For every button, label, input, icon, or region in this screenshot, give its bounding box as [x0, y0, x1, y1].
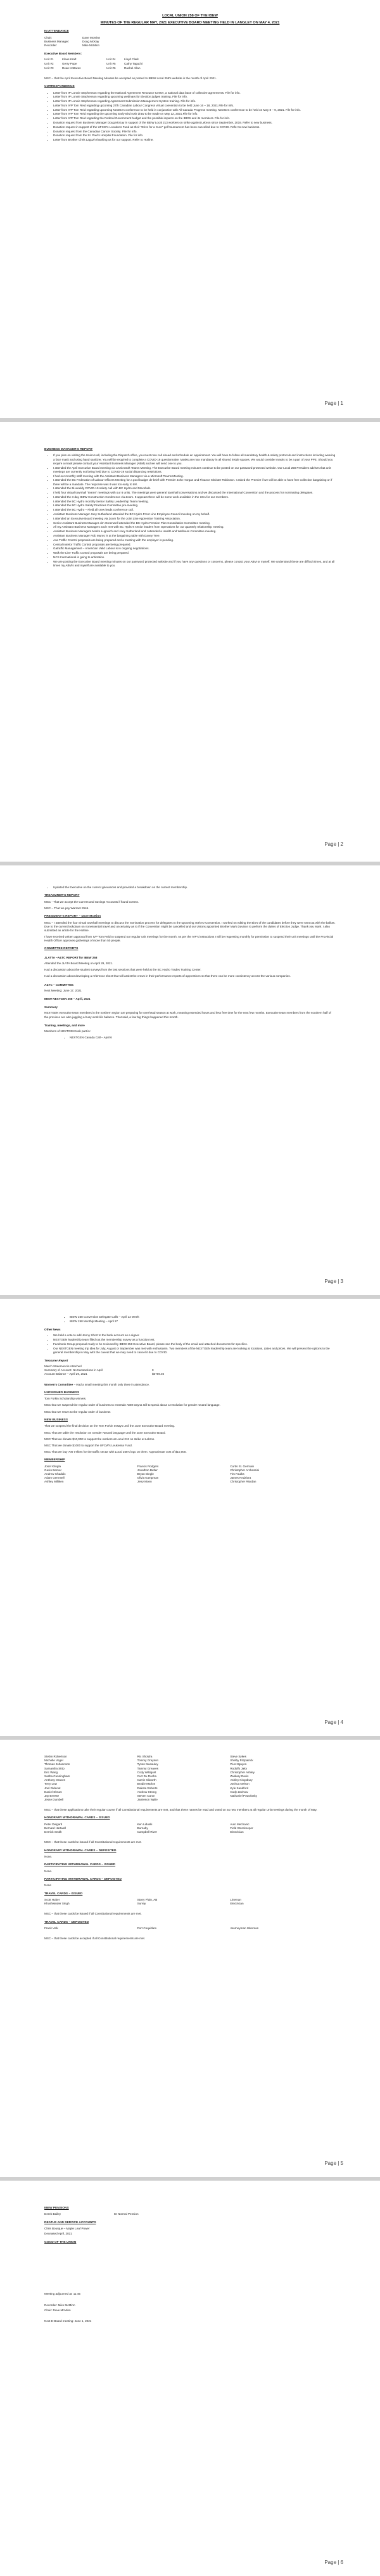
board-members-grid: Unit #1 Klaus Kraft Unit #4 Lloyd Clark Unit #2 Gerry Pope Unit #5 Cathy Taguchi Unit #3 Dean Kottaras Unit #6 Rachel Allan: [44, 58, 143, 70]
membership-heading: MEMBERSHIP: [44, 1458, 65, 1462]
treasurer-report-heading: Treasurer Report: [44, 1358, 68, 1362]
page-number: Page | 2: [324, 841, 343, 847]
page-1: [0, 0, 380, 418]
jlatta-para-3: Had a discussion about developing a reference sheet that will assist the crews in their performance reports of apprentices so that there can be more consistency across the various companies.: [44, 974, 291, 978]
page-2: [0, 422, 380, 862]
atc-heading: A&TC – COMMITTEE:: [44, 983, 74, 986]
minutes-title: MINUTES OF THE REGULAR MAY, 2021 EXECUTIVE BOARD MEETING HELD IN LANGLEY ON MAY 4, 2021: [100, 20, 280, 25]
part-issued-heading: PARTICIPATING WITHDRAWAL CARDS – ISSUED: [44, 1863, 116, 1867]
travel-dep-heading: TRAVEL CARDS – DEPOSITED: [44, 1920, 89, 1924]
travel-issued-heading: TRAVEL CARDS – ISSUED: [44, 1892, 83, 1896]
meeting-adjourned: Meeting adjourned at: 11:45: [44, 2292, 80, 2295]
list-item: • I attended the BC Hydro – Field all crew leads conference call.: [53, 508, 336, 512]
jlatta-para-1: Attended the JLATA Board Meeting on April 29, 2021.: [44, 962, 113, 966]
list-item: • NEXTGEN leadership team filled out the membership survey as a function test.: [53, 1338, 336, 1342]
list-item: • Central Interior Traffic Control proposals are being prepared.: [53, 543, 336, 547]
list-item: • Walk the Line Traffic Control proposals are being prepared.: [53, 551, 336, 555]
list-item: • All my Assistant Business Managers and I met with BC Hydro's senior leaders from Operations for our quarterly relationship meeting.: [53, 525, 336, 529]
list-item: • I attended the 3-day IBEW Construction Conference via Zoom. It appears there will be some work available in the USA for our members.: [53, 495, 336, 499]
list-item: • Letter from IP Lonnie Stephenson regarding upcoming webinars for Election judges training. File for info.: [53, 95, 336, 99]
hon-withdrawal-dep-heading: HONORARY WITHDRAWAL CARDS – DEPOSITED: [44, 1849, 117, 1852]
pensions-grid: Derek Bailey ID Normal Pension: [44, 2212, 139, 2216]
training-heading: Training, meetings, and more: [44, 1023, 85, 1027]
womens-committee: Women's Committee – Had a small meeting this month only three in attendance.: [44, 1382, 150, 1386]
other-news-list: [44, 1334, 336, 1355]
next-meeting: Next E-Board meeting: June 1, 2021: [44, 2319, 92, 2323]
travel-issued-grid: Scott Huber Stony Plain, AB Lineman Khushwinder Singh Surrey Electrician: [44, 1898, 244, 1906]
deaths-heading: DEATHS AND SERVICE ACCOUNTS: [44, 2221, 96, 2224]
pensions-heading: IBEW PENSIONS: [44, 2207, 69, 2210]
deaths-line-1: Chris Bourque – Maple Leaf Power: [44, 2227, 90, 2231]
membership-msc: MSC – that these applications take their regular course if all Constitutional requirements are met, and that these names be read and voted on as new members at all regular Unit meetings during the month of May.: [44, 1808, 317, 1812]
training-list: [44, 1036, 336, 1040]
new-business-5: MSC That we buy 700 t-shirts for the traffic sector with Local 258's logo on them. Approximate cost of $10,000.: [44, 1450, 187, 1454]
treasurer-lines: March Statement is Attached Summary of Account: No transactions in April 0 Account Balance – April 29, 2021 $5769.04: [44, 1365, 165, 1376]
new-business-heading: NEW BUSINESS: [44, 1418, 68, 1422]
list-item: • Letter from IP Lonnie Stephenson regarding Agreement Submission Management System training. File for info.: [53, 99, 336, 103]
travel-dep-msc: MSC – that these cards be accepted if all Constitutional requirements are met.: [44, 1937, 146, 1941]
list-item: • Letter from IP Lonnie Stephenson regarding the National Agreement Resource Center, a national data base of collective agreements. File for info.: [53, 91, 336, 95]
list-item: • Our NEXTGEN meeting trip idea for July, August or September was met with enthusiasm. Two members of the NEXTGEN leadership team are looking at locations, dates and prices. We will present the options to the general membership in May with the caveat that we may need to cancel it due to COVID.: [53, 1347, 336, 1355]
jlatta-heading: JLATTA –A&TC REPORT for IBEW 258: [44, 955, 98, 959]
list-item: • Assistant Business Managers Marko Lugovich and Joey Sutherland and I attended a Health and Wellness Committee meeting.: [53, 530, 336, 533]
list-item: • We held a vote to add Jenny Short to the bank account as a signer.: [53, 1334, 336, 1337]
list-item: • Letter from Brother Chris Laguzh thanking us for our support. Refer to Hotline.: [53, 138, 336, 142]
treasurer-heading: TREASURER'S REPORT: [44, 894, 80, 898]
president-heading: PRESIDENT'S REPORT – Dave McMinn: [44, 915, 101, 919]
recorder-line: Recorder: Mike McMinn: [44, 2304, 75, 2307]
unfinished-heading: UNFINISHED BUSINESS: [44, 1391, 80, 1394]
list-item: • Letter from IVP Tom Reid regarding the upcoming Early Bird rush draw to be made on May 12, 2021.File for info.: [53, 112, 336, 116]
list-item: • Donation request from the Canadian Cancer Society. File for info.: [53, 130, 336, 134]
unfinished-msc: MSC that we suspend the regular order of business to entertain ABM Dayna Gill to speak about a resolution for gender neutral language.: [44, 1403, 220, 1407]
treasurer-msc-1: MSC - That we accept the Current and Savings Accounts if found correct.: [44, 900, 139, 903]
business-manager-heading: BUSINESS MANAGER'S REPORT: [44, 448, 93, 451]
list-item: • I attended the BC Federation of Labour Officers Meeting for a pool budget de-brief with Premier John Horgan and Finance Minister Robinson. I asked the Premier if we will be able to have free collective bargaining or if there will be a mandate. The response was it was too early to tell.: [53, 478, 336, 486]
board-heading: Executive Board Members:: [44, 52, 82, 56]
business-manager-list: [44, 454, 336, 568]
travel-dep-grid: Frank Volk Port Coquitlam Journeyman Wireman: [44, 1927, 259, 1930]
hon-withdrawal-grid: Peter Delgard Ken Liduski Auto Mechanic Bernard Hartwell Burnaby Field Storekeeper Derrick Smith Campbell River Electrician: [44, 1822, 253, 1834]
list-item: • IBEW 258 Monthly Meeting – April 27: [70, 1320, 336, 1323]
list-item: • Asa Traffic Control proposals are being prepared and a meeting with the employer is pending.: [53, 539, 336, 542]
page-4: [0, 1299, 380, 1736]
summary-text: NEXTGEN executive team members in the northern region are preparing for overhead season at work, meaning extended hours and less free time for the next few months. Executive team members from the southern half of the province are also juggling a busy work-life balance. That said, a few big things happened this month.: [44, 1011, 331, 1019]
hon-withdrawal-heading: HONORARY WITHDRAWAL CARDS – ISSUED: [44, 1816, 110, 1820]
hon-withdrawal-msc: MSC – that these cards be issued if all Constitutional requirements are met.: [44, 1840, 142, 1844]
correspondence-list: [44, 91, 336, 143]
new-business-1: That we suspend the final decision on the Tom Forkin essays until the June Executive Board meeting.: [44, 1424, 175, 1428]
list-item: • I attended the BC Hydro monthly Senior Safety Leadership Team meeting.: [53, 500, 336, 504]
list-item: • Gatraffic Management – Americian Valid Labour is in ongoing negotiations.: [53, 547, 336, 551]
list-item: • Senior Assistant Business Manager Jim Greenwell attended the BC Hydro Pension Plan Consultative Committee meeting.: [53, 521, 336, 525]
new-business-3: MSC That we donate $10,000 to support the workers at Local 213 on strike at Lebron.: [44, 1437, 155, 1441]
list-item: • I attended the Bi-weekly COVID-19 safety call with BC Hydro and Movehub.: [53, 487, 336, 490]
training-intro: Members of NEXTGEN took part in:: [44, 1029, 91, 1033]
list-item: • Donation request in support of the UFCW's Locations Fund as their "Drive for a Cure" golf tournament has been cancelled due to COVID. Refer to new business.: [53, 125, 336, 129]
list-item: • Letter from IVP Tom Reid regarding upcoming 27th Canadian Labour Congress virtual convention to be held June 16 – 18, 2021.File for info.: [53, 104, 336, 108]
deaths-line-2: Deceased April, 2021: [44, 2232, 72, 2236]
treasurer-msc-2: MSC – That we pay Warrant #646.: [44, 906, 89, 910]
good-of-union-heading: GOOD OF THE UNION: [44, 2240, 77, 2244]
part-issued: None.: [44, 1869, 53, 1873]
jlatta-para-2: Had a discussion about the student surveys from the last sessions that were held at the BC Hydro Trades Training Center.: [44, 968, 201, 972]
list-item: • Assistant Business Manager Joey Sutherland attended the BC Hydro Front Line Employee Council meeting on my behalf.: [53, 513, 336, 516]
list-item: • IBEW 258 Convention Delegate Calls – April 12 Week: [70, 1315, 336, 1319]
new-business-4: MSC That we donate $1000 to support the UFCW's Leukemia Fund.: [44, 1443, 132, 1447]
president-para-1: MSC – I attended the four virtual townhall meetings to discuss the nomination process for delegates to the upcoming 40th IO Convention. I worked on editing the Bio's of the candidates before they were sent out with the ballots. Due to the current lockdown on nonessential travel and uncertainty as to if the Convention might be cancelled and our Unions appointed Brother Mark Davison to perform the duties of Election Judge. Thank you Mark. I also submitted an article for the Hotline.: [44, 921, 336, 932]
unfinished-text: Tom Forkin Scholarship winners.: [44, 1397, 87, 1401]
list-item: • I had our monthly staff meeting with the Assistant Business Managers via a Microsoft Teams Meeting.: [53, 475, 336, 478]
unfinished-msc-2: MSC that we return to the regular order of business: [44, 1410, 111, 1413]
list-item: • If you plan on visiting the Union Hall, including the Dispatch office, you must now call ahead and schedule an appointment. You will have to follow all mandatory health & safety protocols and instructions including wearing a face mask and using hand sanitizer. You will be required to complete a COVID-19 questionnaire. Masks are now mandatory in all shared inside spaces. We would consider masks to be a part of your PPE. Should you require a mask please contact your Assistant Business Manager (ABM) and we will send one to you.: [53, 454, 336, 466]
training-list-continued: [44, 1315, 336, 1323]
page-number: Page | 1: [324, 400, 343, 406]
committee-heading: COMMITTEE REPORTS: [44, 947, 79, 951]
travel-issued-msc: MSC – that these cards be issued if all Constitutional requirements are met.: [44, 1912, 142, 1916]
list-item: • NEXTGEN Canada Call – April 6: [70, 1036, 336, 1040]
membership-grid-continued: Stefan Robertson Ric Sholdra Steve Sykes Michelle Vogel Tommy Grayson Shelby Fitzpatrick Thomas Johannson Tyson Macauley Pius Nguyen Samantha Strip Tammy Greaves Rodolfo Jaky Eric Wang Cody Wildgust Christopher Ashley Sasha Cunningham Curt Du Rocha Zakkary Davis Anthony Graves Carrie Kilworth Ashley Kingsbury Terry Low Brodie Marlon Joshua Nelson Joel Rideout Dakota Roberts Kyle Sandford Daniel Shrum Andrew Strong Cody Zachow Jay Breette Steven Caron Nathaniel Powolosky Jesse Dumbell Jamieson Wylie: [44, 1755, 257, 1802]
list-item: • Letter from IVP Tom Reid regarding upcoming NextGen conference to be held in conjunction with All Canada Progress meeting. NextGen conference to be held on May 8 – 9, 2021. File for info.: [53, 108, 336, 112]
list-item: • NCS International is going to arbitration.: [53, 556, 336, 559]
page-3: [0, 865, 380, 1295]
attendance-heading: IN ATTENDANCE: [44, 30, 69, 34]
list-item: • Donation request from the St. Paul's Hospital Foundation. File for info.: [53, 134, 336, 137]
page-number: Page | 6: [324, 2560, 343, 2565]
document-title: LOCAL UNION 258 OF THE IBEW: [162, 14, 218, 18]
msc-minutes: MSC – that the April Executive Board Meeting Minutes be accepted as posted to IBEW Local 258's website in the month of April 2021.: [44, 76, 217, 80]
correspondence-heading: CORRESPONDENCE: [44, 85, 75, 89]
intro-list: [44, 886, 336, 889]
page-5: [0, 1740, 380, 2177]
new-business-2: MSC That we table the resolution on Gender Neutral language until the June Executive Board.: [44, 1431, 166, 1434]
list-item: • Updated the Executive on the current grievances and provided a breakdown on the current membership.: [53, 886, 336, 889]
list-item: • Letter from IVP Tom Reid regarding the Federal Government budget and the possible impacts on the IBEW and its members. File for info.: [53, 117, 336, 120]
part-dep: None: [44, 1884, 51, 1887]
chair-line: Chair: Dave McMinn: [44, 2309, 71, 2312]
list-item: • I attended the BC Hydro Safety Practices Committee pre-meeting.: [53, 504, 336, 507]
list-item: • I attended an Executive Board meeting via Zoom for the Joint Line Apprentice Training Association.: [53, 517, 336, 521]
list-item: • Donation request from Business Manager Doug McKay in support of the IBEW Local 213 workers on strike against Lebron since September, 2019. Refer to new business.: [53, 121, 336, 125]
page-number: Page | 3: [324, 1278, 343, 1284]
list-item: • Facebook Group proposal ready to be reviewed by IBEW 258 Executive Board, please see the body of the email and attached documents for specifics.: [53, 1342, 336, 1346]
list-item: • We are posting the Executive Board meeting minutes on our password protected website and if you have any questions or concerns, please contact your ABM or myself. We understand these are difficult times, and at all times my ABM's and myself are available to you.: [53, 560, 336, 568]
hon-withdrawal-dep: None.: [44, 1855, 53, 1859]
president-para-2: I have received written approval from IVP Tom Reid to suspend our regular unit meetings for the month. As per the IVP's instructions I will be requesting monthly for permission to suspend their unit meetings until the Provincial Health Officer approves gatherings of more than 50 people.: [44, 935, 334, 943]
part-dep-heading: PARTICIPATING WITHDRAWAL CARDS – DEPOSITED: [44, 1877, 122, 1881]
atc-next-meeting: Next Meeting: June 17, 2021: [44, 988, 82, 992]
officers-list: Chair: Dave McMinn Business Manager: Doug McKay Recorder: Mike McMinn: [44, 35, 101, 47]
page-number: Page | 5: [324, 2160, 343, 2166]
nextgen-heading: IBEW NEXTGEN 258 – April, 2021: [44, 997, 91, 1001]
page-6: [0, 2181, 380, 2576]
summary-heading: Summary: [44, 1005, 58, 1009]
list-item: • I held four virtual townhall "teams" meetings with our 6 units. The meetings were general townhall conversations and we discussed the International Convention and the process for nominating delegates.: [53, 491, 336, 495]
list-item: • Assistant Business Manager Rob Munro is at the bargaining table with Davey Tree.: [53, 534, 336, 538]
membership-grid: Josef Klingla Francis Rodgers Curtis St. Germain Gavin Berner Jonathon Butler Christopher Archessini Andrew Chaddic Bryan Dingle Tim Faulks Adam Gemmell Olivia Kampman James Kedziora Ashley Milliken Jerry Monn Christopher Riordan: [44, 1464, 260, 1484]
other-news-heading: Other News: [44, 1327, 61, 1331]
list-item: • I attended the April Executive Board meeting via a Microsoft Teams Meeting. The Executive Board meeting minutes continue to be posted on our password protected website. Our Local 258 President advises that unit meetings are currently not being held due to COVID-19 social distancing restrictions.: [53, 466, 336, 474]
page-number: Page | 4: [324, 1719, 343, 1725]
